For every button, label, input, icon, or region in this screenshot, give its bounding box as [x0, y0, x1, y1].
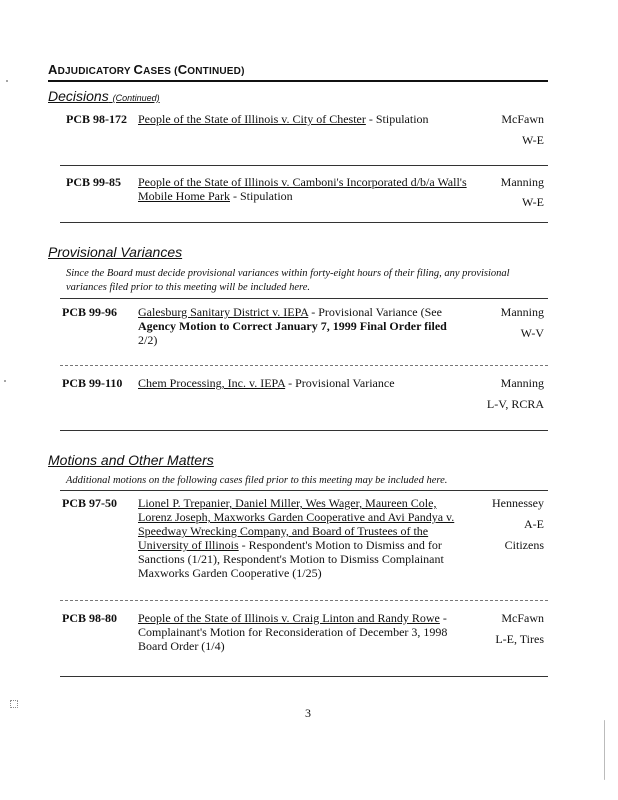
- case-code: W-V: [520, 326, 544, 340]
- case-link[interactable]: Chem Processing, Inc. v. IEPA: [138, 376, 286, 390]
- case-code: W-E: [522, 133, 544, 147]
- assigned-member: Manning: [500, 376, 544, 390]
- case-type: Citizens: [504, 538, 544, 552]
- assigned-member: Hennessey: [492, 496, 544, 510]
- scan-speck: [4, 380, 6, 382]
- divider: [60, 365, 548, 366]
- case-number: PCB 98-80: [62, 611, 117, 625]
- section-note: Additional motions on the following cases filed prior to this meeting may be included here.: [66, 475, 448, 486]
- divider: [60, 165, 548, 166]
- assigned-member: McFawn: [501, 611, 544, 625]
- section-heading-motions: Motions and Other Matters: [48, 452, 214, 468]
- case-number: PCB 99-110: [62, 376, 123, 390]
- case-number: PCB 99-96: [62, 305, 117, 319]
- page-header: ADJUDICATORY CASES (CONTINUED): [48, 62, 245, 77]
- assigned-member: McFawn: [501, 112, 544, 126]
- section-heading-decisions: Decisions (Continued): [48, 88, 160, 104]
- divider: [60, 676, 548, 677]
- scan-edge: [604, 720, 605, 780]
- case-title: Chem Processing, Inc. v. IEPA - Provisional Variance: [138, 376, 395, 390]
- case-title: People of the State of Illinois v. City of Chester - Stipulation: [138, 112, 429, 126]
- header-rule: [48, 80, 548, 82]
- divider: [60, 222, 548, 223]
- section-heading-provisional-variances: Provisional Variances: [48, 244, 183, 260]
- case-link[interactable]: People of the State of Illinois v. Camboni's Incorporated d/b/a Wall's Mobile Home Park: [138, 175, 467, 203]
- scan-speck: [10, 700, 18, 708]
- divider: [60, 600, 548, 601]
- case-title: People of the State of Illinois v. Craig Linton and Randy Rowe - Complainant's Motion for Reconsideration of December 3, 1998 Board Order (1/4): [138, 611, 448, 653]
- case-link[interactable]: Galesburg Sanitary District v. IEPA: [138, 305, 309, 319]
- case-link[interactable]: Lionel P. Trepanier, Daniel Miller, Wes Wager, Maureen Cole, Lorenz Joseph, Maxworks Garden Cooperative and Avi Pandya v. Speedway Wrecking Company, and Board of Trustees of the University of Illinois: [138, 496, 455, 552]
- case-code: L-V, RCRA: [486, 397, 544, 411]
- divider: [60, 298, 548, 299]
- case-title: Galesburg Sanitary District v. IEPA - Provisional Variance (See Agency Motion to Correct January 7, 1999 Final Order filed 2/2): [138, 305, 447, 347]
- case-link[interactable]: People of the State of Illinois v. Craig Linton and Randy Rowe: [138, 611, 440, 625]
- case-title: Lionel P. Trepanier, Daniel Miller, Wes Wager, Maureen Cole, Lorenz Joseph, Maxworks Garden Cooperative and Avi Pandya v. Speedway Wrecking Company, and Board of Trustees of the University of Illinois - Respondent's Motion to Dismiss and for Sanctions (1/21), Respondent's Motion to Dismiss Complainant Maxworks Garden Cooperative (1/25): [138, 496, 455, 580]
- divider: [60, 490, 548, 491]
- assigned-member: Manning: [500, 305, 544, 319]
- case-code: L-E, Tires: [495, 632, 544, 646]
- section-note: Since the Board must decide provisional variances within forty-eight hours of their filing, any provisional variances filed prior to this meeting will be included here.: [66, 268, 510, 293]
- divider: [60, 430, 548, 431]
- assigned-member: Manning: [500, 175, 544, 189]
- scan-speck: [6, 80, 8, 82]
- case-number: PCB 99-85: [66, 175, 121, 189]
- case-link[interactable]: People of the State of Illinois v. City of Chester: [138, 112, 366, 126]
- case-number: PCB 97-50: [62, 496, 117, 510]
- case-number: PCB 98-172: [66, 112, 127, 126]
- case-title: People of the State of Illinois v. Camboni's Incorporated d/b/a Wall's Mobile Home Park - Stipulation: [138, 175, 467, 203]
- case-code: W-E: [522, 195, 544, 209]
- case-code: A-E: [524, 517, 544, 531]
- page-number: 3: [305, 706, 311, 720]
